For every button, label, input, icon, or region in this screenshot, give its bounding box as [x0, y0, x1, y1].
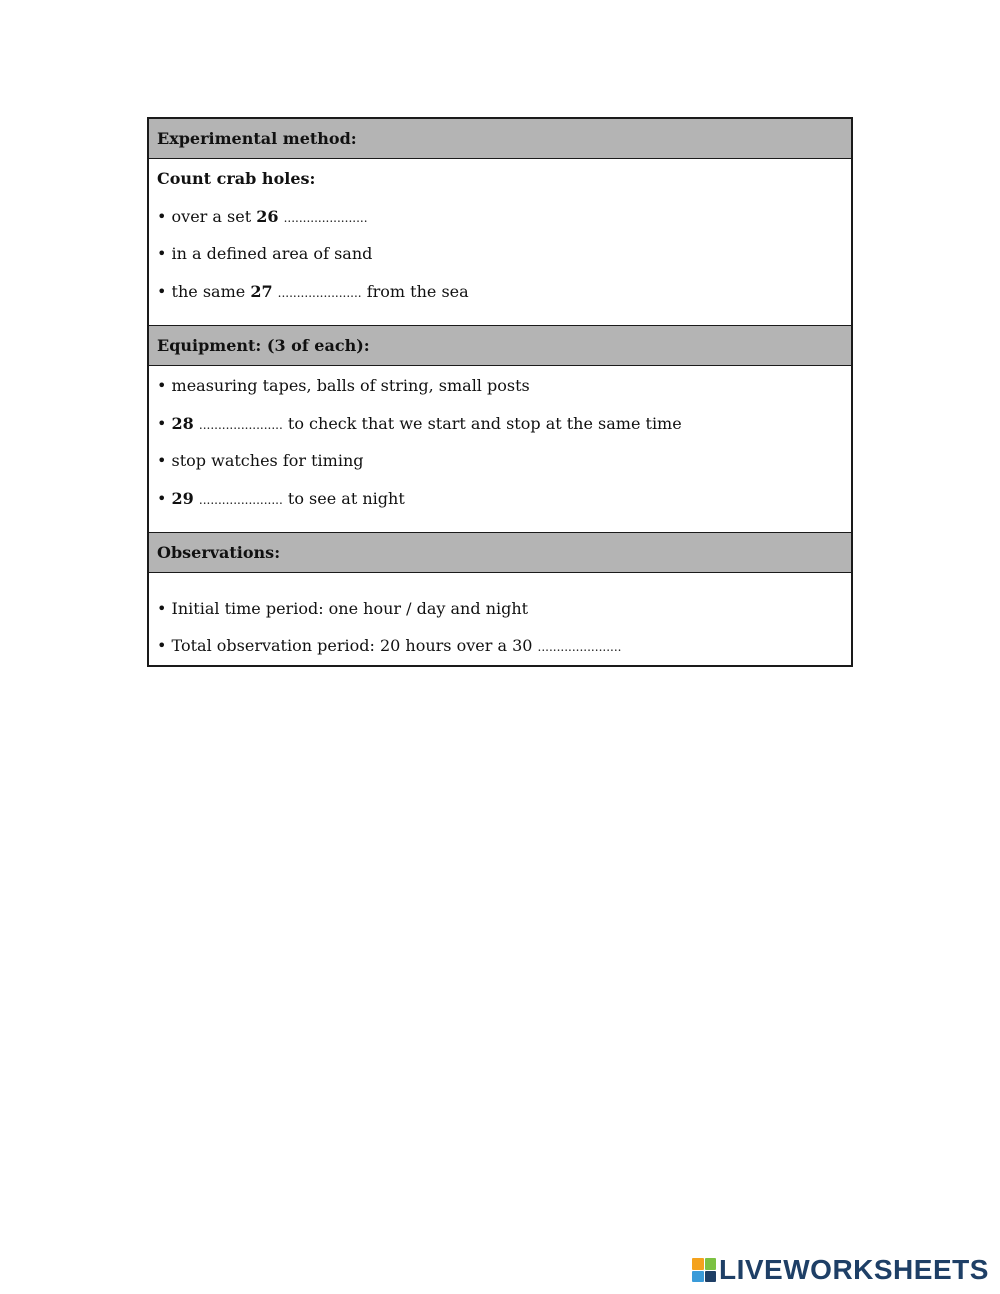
- section-body-experimental-method: [149, 159, 851, 326]
- question-number: 27: [250, 281, 273, 301]
- item-text: the same: [171, 281, 246, 301]
- logo-mark-tile: [692, 1271, 704, 1283]
- worksheet-table: [147, 117, 853, 667]
- section-subtitle: [157, 169, 843, 207]
- item-text: stop watches for timing: [171, 451, 364, 470]
- item-text-after: to see at night: [287, 488, 405, 508]
- list-item-q26: [157, 207, 843, 245]
- logo-mark-tile: [692, 1258, 704, 1270]
- section-body-equipment: [149, 366, 851, 533]
- item-text: in a defined area of sand: [171, 244, 373, 263]
- item-text: Total observation period: 20 hours over a 30: [171, 636, 533, 655]
- section-header-text: Equipment: (3 of each):: [157, 336, 370, 355]
- list-item-q28: [157, 414, 843, 452]
- bullet: •: [157, 599, 167, 618]
- list-item: [157, 376, 843, 414]
- bullet: •: [157, 413, 167, 433]
- answer-blank[interactable]: ......................: [198, 492, 283, 507]
- bullet: •: [157, 636, 167, 655]
- logo-mark-tile: [705, 1258, 717, 1270]
- bullet: •: [157, 451, 167, 470]
- section-header-experimental-method: [149, 119, 851, 159]
- answer-blank[interactable]: ......................: [537, 640, 622, 654]
- list-item: [157, 599, 843, 636]
- subtitle-text: Count crab holes:: [157, 169, 316, 188]
- liveworksheets-logo: [692, 1255, 989, 1285]
- logo-mark-icon: [692, 1258, 716, 1282]
- question-number: 26: [256, 206, 279, 226]
- answer-blank[interactable]: ......................: [277, 285, 362, 300]
- section-header-text: Experimental method:: [157, 129, 357, 148]
- bullet: •: [157, 376, 167, 395]
- section-header-equipment: [149, 326, 851, 366]
- section-header-text: Observations:: [157, 543, 281, 562]
- list-item: [157, 451, 843, 489]
- bullet: •: [157, 244, 167, 263]
- list-item: [157, 244, 843, 282]
- item-text-after: to check that we start and stop at the same time: [287, 413, 682, 433]
- bullet: •: [157, 281, 167, 301]
- list-item-q30: [157, 636, 843, 673]
- item-text-after: from the sea: [366, 281, 469, 301]
- bullet: •: [157, 206, 167, 226]
- section-header-observations: [149, 533, 851, 573]
- logo-text: LIVEWORKSHEETS: [719, 1254, 989, 1285]
- logo-mark-tile: [705, 1271, 717, 1283]
- item-text: over a set: [171, 206, 252, 226]
- question-number: 29: [171, 488, 194, 508]
- answer-blank[interactable]: ......................: [198, 417, 283, 432]
- question-number: 28: [171, 413, 194, 433]
- list-item-q29: [157, 489, 843, 527]
- bullet: •: [157, 488, 167, 508]
- answer-blank[interactable]: ......................: [283, 210, 368, 225]
- item-text: measuring tapes, balls of string, small posts: [171, 376, 530, 395]
- list-item-q27: [157, 282, 843, 320]
- section-body-observations: [149, 573, 851, 665]
- item-text: Initial time period: one hour / day and night: [171, 599, 529, 618]
